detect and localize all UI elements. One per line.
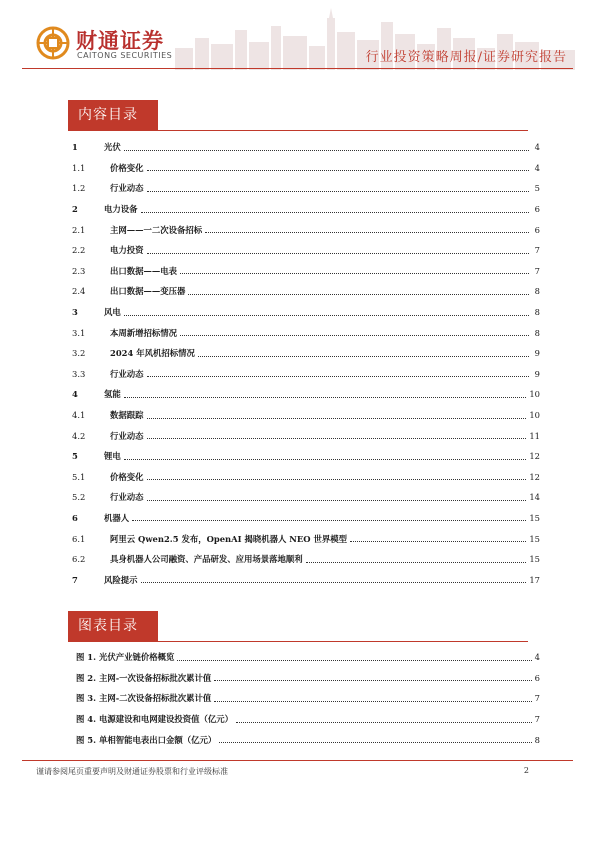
page-number: 2	[523, 766, 529, 775]
toc-entry-page: 7	[534, 245, 540, 256]
toc-entry-page: 10	[529, 389, 540, 400]
caitong-logo-icon	[36, 26, 70, 60]
toc-entry-title: 主网——一二次设备招标	[110, 224, 203, 235]
toc-entry-title: 电力投资	[110, 245, 144, 256]
figure-entry-title: 图 1. 光伏产业链价格概览	[76, 652, 175, 663]
toc-entry[interactable]	[72, 549, 540, 570]
toc-entry-page: 12	[529, 471, 540, 482]
figure-entry-title: 图 2. 主网-一次设备招标批次累计值	[76, 672, 212, 683]
toc-entry-number: 4.2	[72, 430, 86, 441]
figure-leader-dots	[177, 660, 531, 661]
toc-entry[interactable]	[72, 219, 540, 240]
toc-entry-number: 3.3	[72, 368, 86, 379]
toc-entry[interactable]	[72, 158, 540, 179]
toc-entry-number: 3.1	[72, 327, 86, 338]
figures-section-header	[68, 611, 528, 642]
toc-entry-page: 9	[534, 368, 540, 379]
toc-leader-dots	[350, 541, 526, 542]
figures-section-title: 图表目录	[68, 611, 158, 641]
toc-entry-title: 风险提示	[104, 574, 138, 585]
toc-entry-number: 5	[72, 451, 78, 462]
toc-entry-number: 6.1	[72, 533, 86, 544]
toc-leader-dots	[180, 273, 529, 274]
figure-entry[interactable]	[76, 668, 540, 689]
toc-leader-dots	[147, 418, 527, 419]
figure-entry-page: 4	[534, 652, 540, 663]
toc-entry-page: 17	[529, 574, 540, 585]
toc-entry-number: 1.2	[72, 183, 86, 194]
logo-chinese-name: 财通证券	[76, 29, 164, 53]
toc-entry-title: 出口数据——变压器	[110, 286, 186, 297]
toc-leader-dots	[188, 294, 529, 295]
toc-entry-number: 1.1	[72, 162, 86, 173]
toc-entry[interactable]	[72, 528, 540, 549]
toc-entry-title: 电力设备	[104, 204, 138, 215]
toc-entry[interactable]	[72, 487, 540, 508]
toc-leader-dots	[147, 170, 530, 171]
toc-entry[interactable]	[72, 178, 540, 199]
toc-entry[interactable]	[72, 384, 540, 405]
toc-entry-page: 4	[534, 162, 540, 173]
toc-entry[interactable]	[72, 322, 540, 343]
toc-entry-title: 光伏	[104, 142, 121, 153]
toc-entry-number: 6.2	[72, 554, 86, 565]
toc-entry-title: 价格变化	[110, 162, 144, 173]
figure-entry[interactable]	[76, 709, 540, 730]
toc-entry-page: 8	[534, 286, 540, 297]
toc-entry-page: 10	[529, 410, 540, 421]
toc-entry-page: 15	[529, 554, 540, 565]
toc-entry-title: 价格变化	[110, 471, 144, 482]
toc-entry-page: 12	[529, 451, 540, 462]
toc-entry-number: 5.2	[72, 492, 86, 503]
toc-entry-number: 3	[72, 307, 78, 318]
toc-entry-number: 2.3	[72, 265, 86, 276]
toc-leader-dots	[306, 562, 527, 563]
figure-entry-title: 图 3. 主网-二次设备招标批次累计值	[76, 693, 212, 704]
toc-entry[interactable]	[72, 405, 540, 426]
toc-entry-title: 锂电	[104, 451, 121, 462]
figure-entry[interactable]	[76, 647, 540, 668]
toc-entry-page: 15	[529, 533, 540, 544]
toc-leader-dots	[147, 253, 530, 254]
figure-entry-title: 图 4. 电源建设和电网建设投资值（亿元）	[76, 714, 233, 725]
toc-leader-dots	[132, 520, 526, 521]
toc-entry[interactable]	[72, 508, 540, 529]
figure-entry-page: 7	[534, 714, 540, 725]
figure-entry[interactable]	[76, 729, 540, 750]
toc-entry-number: 2.4	[72, 286, 86, 297]
toc-entry-number: 2.2	[72, 245, 86, 256]
toc-entry-number: 5.1	[72, 471, 86, 482]
toc-entry-page: 8	[534, 327, 540, 338]
footer-disclaimer: 谨请参阅尾页重要声明及财通证券股票和行业评级标准	[36, 767, 228, 776]
toc-entry-number: 2.1	[72, 224, 86, 235]
toc-entry-title: 本周新增招标情况	[110, 327, 177, 338]
figure-entry-page: 7	[534, 693, 540, 704]
toc-entry-number: 6	[72, 512, 78, 523]
figure-entry-title: 图 5. 单相智能电表出口金额（亿元）	[76, 734, 217, 745]
toc-entry-title: 具身机器人公司融资、产品研发、应用场景落地顺利	[110, 554, 303, 565]
toc-entry[interactable]	[72, 240, 540, 261]
toc-entry[interactable]	[72, 261, 540, 282]
toc-leader-dots	[198, 356, 529, 357]
page-header	[0, 0, 595, 86]
toc-leader-dots	[147, 500, 527, 501]
toc-entry-number: 4.1	[72, 410, 86, 421]
figures-list	[76, 647, 540, 750]
toc-entry-page: 11	[529, 430, 540, 441]
toc-entry-title: 行业动态	[110, 430, 144, 441]
toc-section-header	[68, 100, 528, 131]
toc-entry[interactable]	[72, 569, 540, 590]
toc-leader-dots	[180, 335, 529, 336]
toc-entry-title: 行业动态	[110, 183, 144, 194]
toc-entry-title: 出口数据——电表	[110, 265, 177, 276]
toc-entry-number: 1	[72, 142, 78, 153]
toc-entry-number: 2	[72, 204, 78, 215]
toc-entry-title: 机器人	[104, 512, 130, 523]
toc-entry-page: 5	[534, 183, 540, 194]
figure-leader-dots	[214, 680, 531, 681]
figure-entry-page: 6	[534, 672, 540, 683]
toc-entry-title: 阿里云 Qwen2.5 发布，OpenAI 揭晓机器人 NEO 世界模型	[110, 533, 348, 544]
toc-entry[interactable]	[72, 446, 540, 467]
toc-entry[interactable]	[72, 364, 540, 385]
toc-entry[interactable]	[72, 425, 540, 446]
toc-entry-number: 4	[72, 389, 78, 400]
toc-entry-title: 2024 年风机招标情况	[110, 348, 195, 359]
toc-entry-page: 7	[534, 265, 540, 276]
toc-entry[interactable]	[72, 281, 540, 302]
footer-divider	[22, 760, 573, 761]
toc-entry-page: 4	[534, 142, 540, 153]
toc-entry-title: 行业动态	[110, 368, 144, 379]
toc-entry-title: 数据跟踪	[110, 410, 144, 421]
toc-entry[interactable]	[72, 467, 540, 488]
toc-entry-title: 风电	[104, 307, 121, 318]
toc-entry[interactable]	[72, 199, 540, 220]
toc-entry-page: 6	[534, 204, 540, 215]
toc-leader-dots	[147, 191, 530, 192]
figure-entry[interactable]	[76, 688, 540, 709]
figure-leader-dots	[236, 722, 532, 723]
toc-leader-dots	[205, 232, 529, 233]
toc-leader-dots	[124, 150, 529, 151]
toc-entry-page: 8	[534, 307, 540, 318]
table-of-contents	[72, 137, 540, 590]
toc-entry-page: 9	[534, 348, 540, 359]
toc-entry-page: 6	[534, 224, 540, 235]
toc-leader-dots	[141, 212, 530, 213]
toc-leader-dots	[147, 376, 530, 377]
toc-section-title: 内容目录	[68, 100, 158, 130]
toc-entry[interactable]	[72, 302, 540, 323]
toc-entry[interactable]	[72, 343, 540, 364]
header-divider	[22, 68, 573, 69]
toc-leader-dots	[147, 438, 527, 439]
figure-entry-page: 8	[534, 734, 540, 745]
toc-leader-dots	[124, 315, 529, 316]
toc-leader-dots	[147, 479, 527, 480]
toc-entry-title: 氢能	[104, 389, 121, 400]
toc-leader-dots	[124, 459, 527, 460]
figure-leader-dots	[219, 742, 531, 743]
logo-english-name: CAITONG SECURITIES	[77, 51, 173, 60]
toc-entry-page: 14	[529, 492, 540, 503]
toc-entry-number: 7	[72, 574, 78, 585]
toc-leader-dots	[124, 397, 527, 398]
toc-entry-page: 15	[529, 512, 540, 523]
toc-leader-dots	[141, 582, 527, 583]
report-type-title: 行业投资策略周报/证券研究报告	[365, 50, 567, 65]
toc-entry-number: 3.2	[72, 348, 86, 359]
toc-entry[interactable]	[72, 137, 540, 158]
toc-entry-title: 行业动态	[110, 492, 144, 503]
figure-leader-dots	[214, 701, 531, 702]
